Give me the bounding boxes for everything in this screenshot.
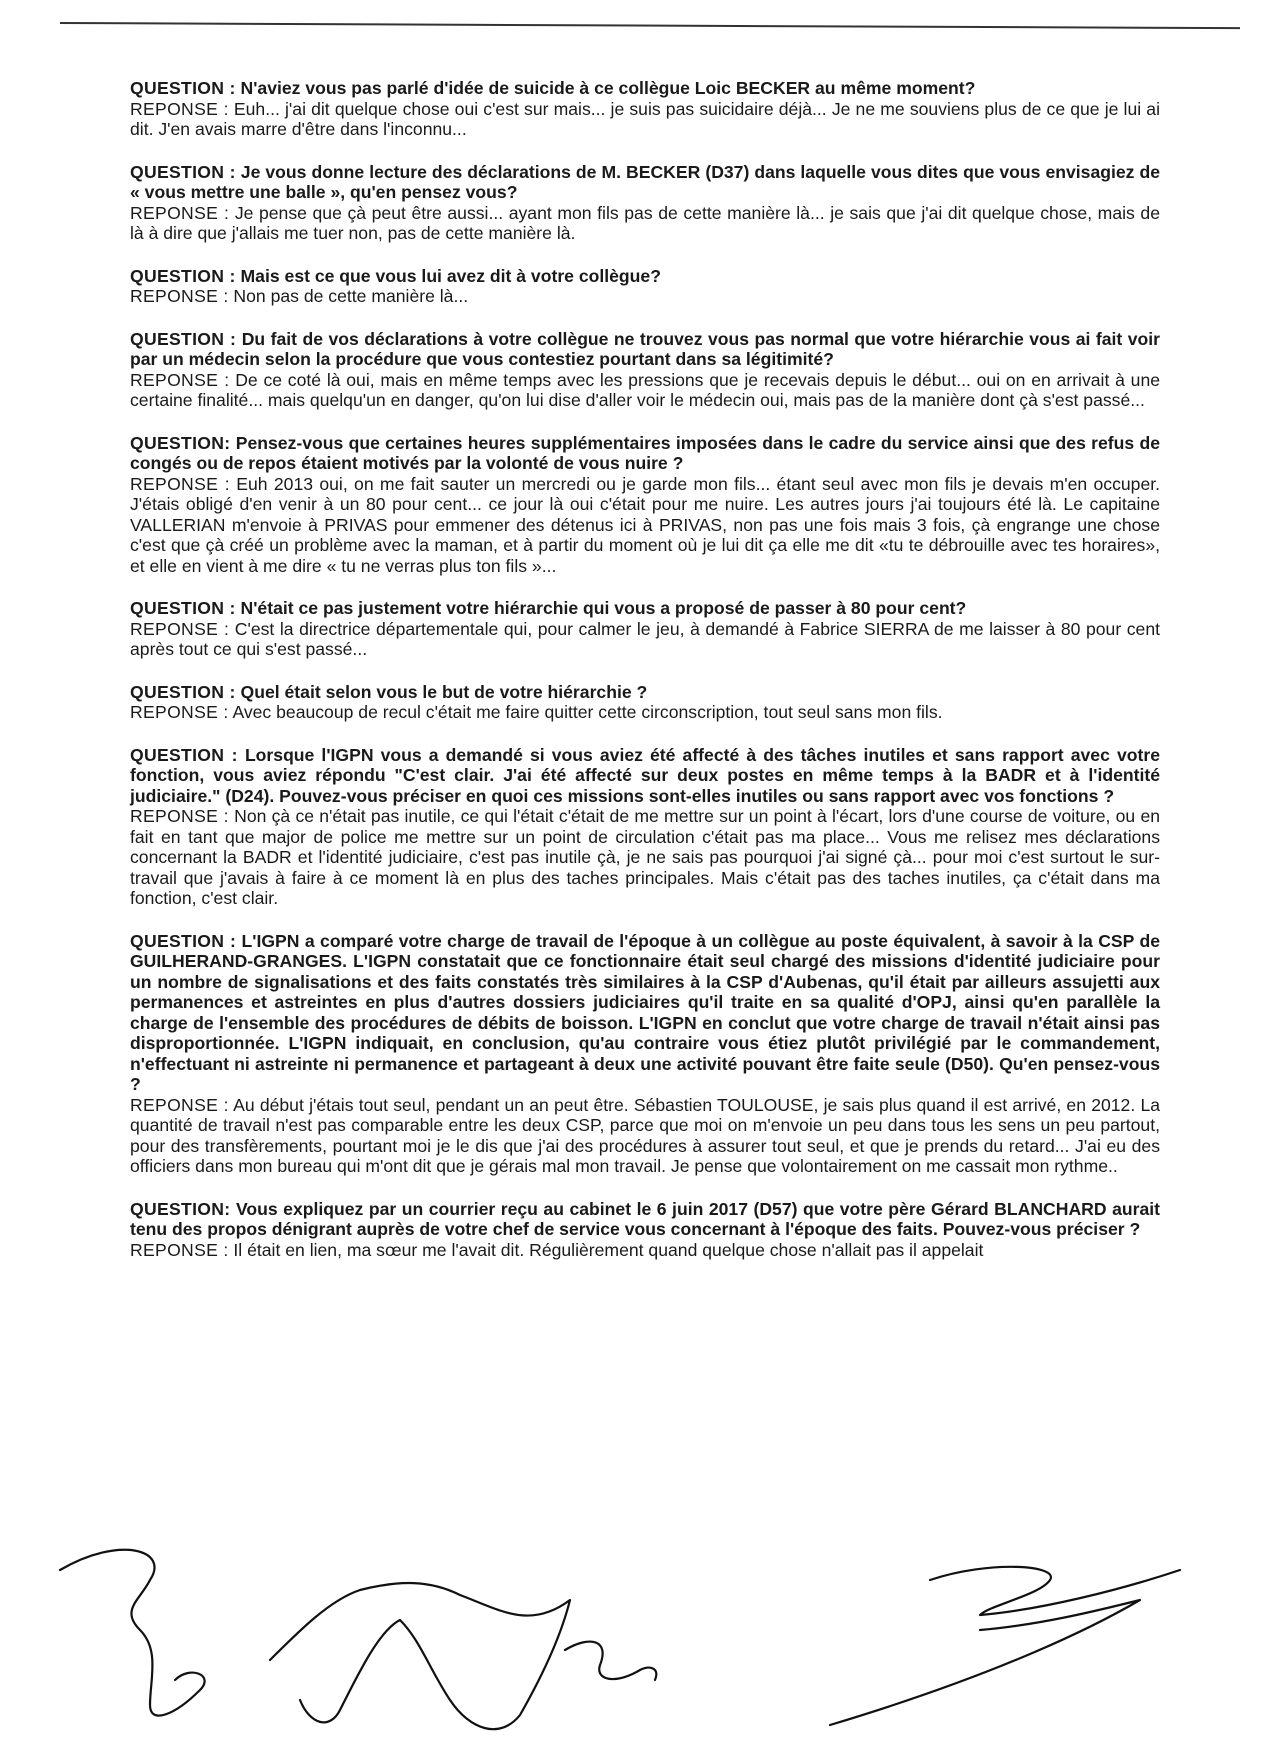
qa-block-4 (130, 329, 1160, 411)
question: QUESTION : L'IGPN a comparé votre charge de travail de l'époque à un collègue au poste équivalent, à savoir à la CSP de GUILHERAND-GRANGES. L'IGPN constatait que ce fonctionnaire était seul chargé des missions d'identité judiciaire pour un nombre de signalisations et des faits constatés très similaires à la CSP d'Aubenas, qu'il était par ailleurs assujetti aux permanences et astreintes en plus d'autres dossiers judiciaires qu'il traite en sa qualité d'OPJ, ainsi qu'en parallèle la charge de l'ensemble des procédures de débits de boisson. L'IGPN en conclut que votre charge de travail n'était ainsi pas disproportionnée. L'IGPN indiquait, en conclusion, qu'au contraire vous étiez plutôt privilégié par le commandement, n'effectuant ni astreinte ni permanence et partageant à deux une activité pouvant être faite seule (D50). Qu'en pensez-vous ? (130, 930, 1160, 1094)
question: QUESTION : N'aviez vous pas parlé d'idée de suicide à ce collègue Loic BECKER au même moment? (130, 78, 976, 98)
qa-block-9 (130, 931, 1160, 1177)
question: QUESTION : Mais est ce que vous lui avez dit à votre collègue? (130, 265, 661, 286)
question: QUESTION: Pensez-vous que certaines heures supplémentaires imposées dans le cadre du service ainsi que des refus de congés ou de repos étaient motivés par la volonté de vous nuire ? (130, 432, 1160, 473)
signature-1 (60, 1550, 205, 1716)
signatures (0, 1540, 1275, 1755)
qa-block-6 (130, 598, 1160, 660)
answer: REPONSE : Euh... j'ai dit quelque chose oui c'est sur mais... je suis pas suicidaire déjà... Je ne me souviens plus de ce que je lui ai dit. J'en avais marre d'être dans l'inconnu... (130, 98, 1160, 139)
signature-2 (270, 1583, 570, 1729)
signature-4 (930, 1567, 1180, 1615)
qa-block-7 (130, 682, 1160, 723)
question: QUESTION : Quel était selon vous le but de votre hiérarchie ? (130, 681, 648, 702)
qa-block-3 (130, 266, 1160, 307)
qa-block-8 (130, 745, 1160, 909)
question: QUESTION : Lorsque l'IGPN vous a demandé si vous aviez été affecté à des tâches inutiles et sans rapport avec votre fonction, vous aviez répondu "C'est clair. J'ai été affecté sur deux postes en même temps à la BADR et à l'identité judiciaire." (D24). Pouvez-vous préciser en quoi ces missions sont-elles inutiles ou sans rapport avec vos fonctions ? (130, 744, 1160, 806)
answer: REPONSE : Non çà ce n'était pas inutile, ce qui l'était c'était de me mettre sur un point à l'écart, lors d'une course de voiture, ou en fait en tant que major de police me mettre sur un point de circulation c'était pas ma place... Vous me relisez mes déclarations concernant la BADR et l'identité judiciaire, c'est pas inutile çà, je ne sais pas pourquoi j'ai signé çà... pour moi c'est surtout le sur-travail que j'avais à faire à ce moment là en plus des taches principales. Mais c'était pas des taches inutiles, ça c'était dans ma fonction, c'est clair. (130, 806, 1161, 908)
answer: REPONSE : Je pense que çà peut être aussi... ayant mon fils pas de cette manière là... je sais que j'ai dit quelque chose, mais de là à dire que j'allais me tuer non, pas de cette manière là. (130, 202, 1160, 243)
qa-block-10 (130, 1199, 1160, 1261)
answer: REPONSE : De ce coté là oui, mais en même temps avec les pressions que je recevais depuis le début... oui on en arrivait à une certaine finalité... mais quelqu'un en danger, qu'on lui dise d'aller voir le médecin oui, mais pas de la manière dont çà s'est passé... (130, 369, 1161, 410)
answer: REPONSE : Avec beaucoup de recul c'était me faire quitter cette circonscription, tout seul sans mon fils. (130, 702, 943, 722)
signature-5 (830, 1600, 1140, 1725)
document-body (130, 78, 1160, 1282)
signature-3 (565, 1642, 656, 1680)
qa-block-2 (130, 162, 1160, 244)
question: QUESTION : Du fait de vos déclarations à votre collègue ne trouvez vous pas normal que votre hiérarchie vous ai fait voir par un médecin selon la procédure que vous contestiez pourtant dans sa légitimité? (130, 328, 1160, 369)
question: QUESTION : N'était ce pas justement votre hiérarchie qui vous a proposé de passer à 80 pour cent? (130, 598, 967, 618)
qa-block-1 (130, 78, 1160, 140)
question: QUESTION : Je vous donne lecture des déclarations de M. BECKER (D37) dans laquelle vous dites que vous envisagiez de « vous mettre une balle », qu'en pensez vous? (130, 161, 1160, 202)
question: QUESTION: Vous expliquez par un courrier reçu au cabinet le 6 juin 2017 (D57) que votre père Gérard BLANCHARD aurait tenu des propos dénigrant auprès de votre chef de service vous concernant à l'époque des faits. Pouvez-vous préciser ? (130, 1198, 1160, 1239)
answer: REPONSE : C'est la directrice départementale qui, pour calmer le jeu, à demandé à Fabrice SIERRA de me laisser à 80 pour cent après tout ce qui s'est passé... (130, 618, 1161, 659)
answer: REPONSE : Euh 2013 oui, on me fait sauter un mercredi ou je garde mon fils... étant seul avec mon fils je devais m'en occuper. J'étais obligé d'en venir à un 80 pour cent... ce jour là oui c'était pour me nuire. Les autres jours j'ai toujours été là. Le capitaine VALLERIAN m'envoie à PRIVAS pour emmener des détenus ici à PRIVAS, non pas une fois mais 3 fois, çà engrange une chose c'est que çà créé un problème avec la maman, et à partir du moment où je lui dit ça elle me dit «tu te débrouille avec tes horaires», et elle en vient à me dire « tu ne verras plus ton fils »... (130, 473, 1161, 576)
answer: REPONSE : Non pas de cette manière là... (130, 286, 469, 306)
top-rule (60, 22, 1240, 29)
answer: REPONSE : Au début j'étais tout seul, pendant un an peut être. Sébastien TOULOUSE, je sais plus quand il est arrivé, en 2012. La quantité de travail n'est pas comparable entre les deux CSP, parce que moi on m'envoie un peu dans tous les sens un peu partout, pour des transfèrements, pourtant moi je le dis que j'ai des procédures à assurer tout seul, et que je prends du retard... J'ai eu des officiers dans mon bureau qui m'ont dit que je gérais mal mon travail. Je pense que volontairement on me cassait mon rythme.. (130, 1094, 1161, 1176)
qa-block-5 (130, 433, 1160, 577)
answer: REPONSE : Il était en lien, ma sœur me l'avait dit. Régulièrement quand quelque chose n'allait pas il appelait (130, 1239, 984, 1260)
signature-strokes (0, 1540, 1275, 1755)
